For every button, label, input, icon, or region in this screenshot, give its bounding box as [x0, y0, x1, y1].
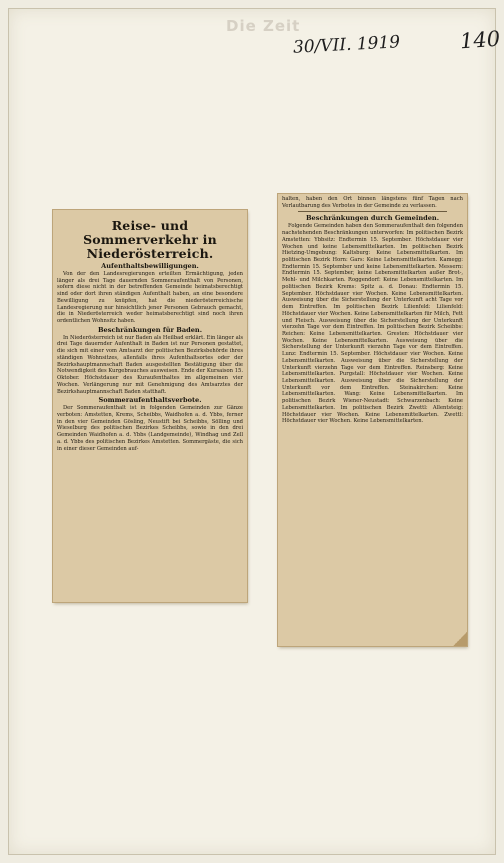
headline-line-1: Reise- und Sommerverkehr in [83, 218, 217, 247]
section-text-bans: Der Sommeraufenthalt ist in folgenden Gemeinden zur Gänze verboten: Amstetten, Krems, Scheibbs, Waidhofen a. d. Ybbs, ferner in den vier Gemeinden Gösling, Neustift bei Scheibbs, Sölling und Wieselburg des politischen Bezirkes Scheibbs, sowie in den drei Gemeinden Waidhofen a. d. Ybbs (Landgemeinde), Windhag und Zell a. d. Ybbs des politischen Bezirkes Amstetten. Sommergäste, die sich in einer dieser Gemeinden auf- [57, 405, 243, 452]
section-title-baden: Beschränkungen für Baden. [97, 325, 203, 334]
section-title-permits: Aufenthaltsbewilligungen. [101, 262, 199, 270]
section-text-baden: In Niederösterreich ist nur Baden als Heilbad erklärt. Ein länger als drei Tage dauernder Aufenthalt in Baden ist nur Personen gestattet, die sich mit einer vom Amtsarzt der politischen Bezirksbehörde ihres ständigen Wohnsitzes, allenfalls ihres Aufenthaltsortes oder der Bezirkshauptmannschaft Baden ausgestellten Bestätigung über die Notwendigkeit des Kurgebrauches ausweisen. Ende der Kursaison 15. Oktober. Höchstdauer des Kuraufenthaltes im allgemeinen vier Wochen. Verlängerung nur mit Genehmigung des Amtsarztes der Bezirkshauptmannschaft Baden statthaft. [57, 334, 243, 395]
article-headline [57, 219, 243, 261]
handwritten-page-number: 140 [459, 26, 501, 54]
headline-line-2: Niederösterreich. [86, 246, 214, 261]
newspaper-clipping-right [278, 194, 467, 646]
section-title-municipal: Beschränkungen durch Gemeinden. [305, 214, 440, 223]
newspaper-clipping-left [53, 210, 247, 602]
section-divider [298, 211, 447, 212]
section-text-municipal: Folgende Gemeinden haben den Sommeraufenthalt den folgenden nachstehenden Beschränkungen unterworfen: Im politischen Bezirk Amstetten: Ybbsitz: Endtermin 15. September. Höchstdauer vier Wochen und keine Lebensmittelkarten. Im politischen Bezirk Hietzing-Umgebung: Kaltsburg: Keine Lebensmittelkarten. Im politischen Bezirk Horn: Gars: Keine Lebensmittelkarten. Kamegg: Endtermin 15. September und keine Lebensmittelkarten. Messern: Endtermin 15. September, keine Lebensmittelkarten außer Brot-, Mehl- und Milchkarten. Roggendorf: Keine Lebensmittelkarten. Im politischen Bezirk Krems: Spitz a. d. Donau: Endtermin 15. September. Höchstdauer vier Wochen. Keine Lebensmittelkarten. Ausweisung über die Sicherstellung der Unterkunft acht Tage vor dem Eintreffen. Im politischen Bezirk Lilienfeld: Lilienfeld: Höchstdauer vier Wochen. Keine Lebensmittelkarten für Milch, Fett und Fleisch. Ausweisung über die Sicherstellung der Unterkunft vierzehn Tage vor dem Eintreffen. Im politischen Bezirk Scheibbs: Reichen: Keine Lebensmittelkarten. Gresten: Höchstdauer vier Wochen. Keine Lebensmittelkarten. Ausweisung über die Sicherstellung der Unterkunft vierzehn Tage vor dem Eintreffen. Lunz: Endtermin 15. September. Höchstdauer vier Wochen. Keine Lebensmittelkarten. Ausweisung über die Sicherstellung der Unterkunft vierzehn Tage vor dem Eintreffen. Reinsberg: Keine Lebensmittelkarten. Purgstall: Höchstdauer vier Wochen. Keine Lebensmittelkarten. Ausweisung über die Sicherstellung der Unterkunft vor dem Eintreffen. Steinakirchen: Keine Lebensmittelkarten. Wang: Keine Lebensmittelkarten. Im politischen Bezirk Wiener-Neustadt: Schwarzenbach: Keine Lebensmittelkarten. Im politischen Bezirk Zwettl: Allentsteig: Höchstdauer vier Wochen. Keine Lebensmittelkarten. Zwettl: Höchstdauer vier Wochen. Keine Lebensmittelkarten. [282, 223, 463, 425]
section-text-permits: Von der den Landesregierungen erteilten Ermächtigung, jeden länger als drei Tage dauernden Sommeraufenthalt von Personen, sofern diese nicht in der betreffenden Gemeinde heimatsberechtigt sind oder dort ihren ständigen Aufenthalt haben, an eine besondere Bewilligung zu knüpfen, hat die niederösterreichische Landesregierung nur hinsichtlich jener Personen Gebrauch gemacht, die in Niederösterreich weder heimatsberechtigt sind noch ihren ordentlichen Wohnsitz haben. [57, 271, 243, 325]
continuation-text: halten, haben den Ort binnen längstens fünf Tagen nach Verlautbarung des Verbotes in der Gemeinde zu verlassen. [282, 196, 463, 209]
newspaper-stamp: Die Zeit [226, 17, 301, 35]
clipping-corner-fold [453, 632, 467, 646]
section-title-bans: Sommeraufenthaltsverbote. [98, 396, 202, 405]
handwritten-date: 30/VII. 1919 [292, 32, 401, 58]
